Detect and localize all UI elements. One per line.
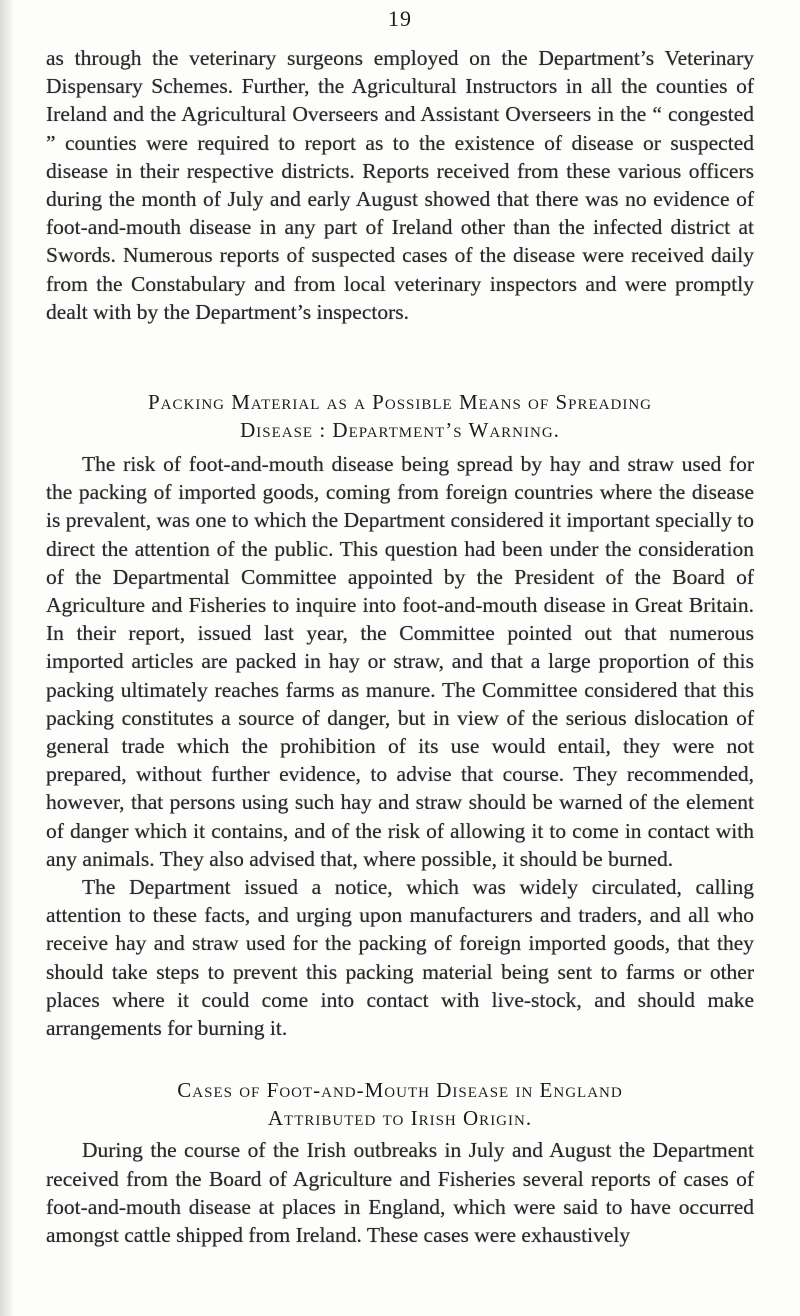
section-england-cases bbox=[46, 1076, 754, 1249]
section-paragraph: The Department issued a notice, which was widely circulated, calling attention to these facts, and urging upon manufacturers and traders, and all who receive hay and straw used for the packing of foreign imported goods, that they should take steps to prevent this packing material being sent to farms or other places where it could come into contact with live-stock, and should make arrangements for burning it. bbox=[46, 875, 754, 1041]
section-heading-line-2: Attributed to Irish Origin. bbox=[267, 1106, 533, 1131]
intro-paragraph: as through the veterinary surgeons employed on the Department’s Veterinary Dispensary Schemes. Further, the Agricultural Instructors in all the counties of Ireland and the Agricultural Overseers and Assistant Overseers in the “ congested ” counties were required to report as to the existence of disease or suspected disease in their respective districts. Reports received from these various officers during the month of July and early August showed that there was no evidence of foot-and-mouth disease in any part of Ireland other than the infected district at Swords. Numerous reports of suspected cases of the disease were received daily from the Constabulary and from local veterinary inspectors and were promptly dealt with by the Department’s inspectors. bbox=[46, 46, 754, 324]
section-heading-line-2: Disease : Department’s Warning. bbox=[240, 418, 560, 443]
section-paragraph: The risk of foot-and-mouth disease being spread by hay and straw used for the packing of imported goods, coming from foreign countries where the disease is prevalent, was one to which the Department considered it important specially to direct the attention of the public. This question had been under the consideration of the Departmental Committee appointed by the President of the Board of Agriculture and Fisheries to inquire into foot-and-mouth disease in Great Britain. In their report, issued last year, the Committee pointed out that numerous imported articles are packed in hay or straw, and that a large proportion of this packing ultimately reaches farms as manure. The Committee considered that this packing constitutes a source of danger, but in view of the serious dislocation of general trade which the prohibition of its use would entail, they were not prepared, without further evidence, to advise that course. They recommended, however, that persons using such hay and straw should be warned of the element of danger which it contains, and of the risk of allowing it to come in contact with any animals. They also advised that, where possible, it should be burned. bbox=[46, 452, 754, 871]
page-number: 19 bbox=[388, 6, 412, 31]
section-packing-material bbox=[46, 388, 754, 1042]
section-heading-line-1: Packing Material as a Possible Means of Spreading bbox=[148, 390, 652, 415]
page-binding-shadow bbox=[0, 0, 14, 1316]
section-paragraph: During the course of the Irish outbreaks in July and August the Department received from the Board of Agriculture and Fisheries several reports of cases of foot-and-mouth disease at places in England, which were said to have occurred amongst cattle shipped from Ireland. These cases were exhaustively bbox=[46, 1138, 754, 1247]
section-heading-line-1: Cases of Foot-and-Mouth Disease in England bbox=[177, 1078, 623, 1103]
page-content bbox=[46, 44, 754, 1249]
